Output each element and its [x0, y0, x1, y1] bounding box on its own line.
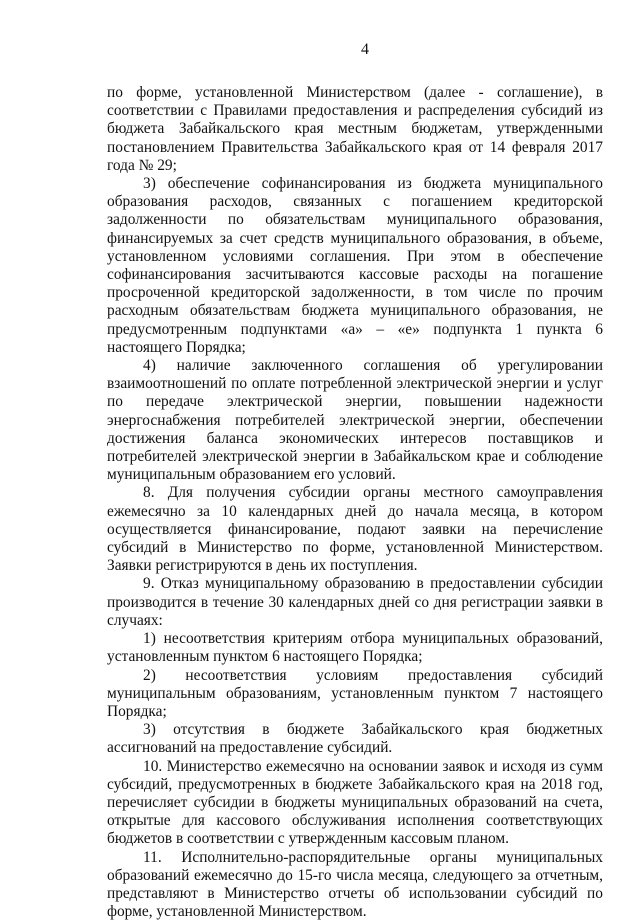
paragraph-refusal-1: 1) несоответствия критериям отбора муниципальных образований, установленным пунктом 6 настоящего Порядка;	[107, 630, 603, 666]
paragraph-clause-8: 8. Для получения субсидии органы местного самоуправления ежемесячно за 10 календарных дней до начала месяца, в котором осуществляется финансирование, подают заявки на перечисление субсидий в Министерство по форме, установленной Министерством. Заявки регистрируются в день их поступления.	[107, 484, 603, 575]
paragraph-clause-10: 10. Министерство ежемесячно на основании заявок и исходя из сумм субсидий, предусмотренных в бюджете Забайкальского края на 2018 год, перечисляет субсидии в бюджеты муниципальных образований на счета, открытые для кассового обслуживания исполнения соответствующих бюджетов в соответствии с утвержденным кассовым планом.	[107, 757, 603, 848]
paragraph-condition-3: 3) обеспечение софинансирования из бюджета муниципального образования расходов, связанных с погашением кредиторской задолженности по обязательствам муниципального образования, финансируемых за счет средств муниципального образования, в объеме, установленном условиями соглашения. При этом в обеспечение софинансирования засчитываются кассовые расходы на погашение просроченной кредиторской задолженности, в том числе по прочим расходным обязательствам бюджета муниципального образования, не предусмотренным подпунктами «а» – «е» подпункта 1 пункта 6 настоящего Порядка;	[107, 175, 603, 356]
paragraph-refusal-2: 2) несоответствия условиям предоставления субсидий муниципальным образованиям, установленным пунктом 7 настоящего Порядка;	[107, 666, 603, 720]
paragraph-continuation: по форме, установленной Министерством (далее - соглашение), в соответствии с Правилами предоставления и распределения субсидий из бюджета Забайкальского края местным бюджетам, утвержденными постановлением Правительства Забайкальского края от 14 февраля 2017 года № 29;	[107, 84, 603, 174]
paragraph-refusal-3: 3) отсутствия в бюджете Забайкальского края бюджетных ассигнований на предоставление субсидий.	[107, 721, 603, 757]
paragraph-condition-4: 4) наличие заключенного соглашения об урегулировании взаимоотношений по оплате потребленной электрической энергии и услуг по передаче электрической энергии, повышении надежности энергоснабжения потребителей электрической энергии, обеспечении достижения баланса экономических интересов поставщиков и потребителей электрической энергии в Забайкальском крае и соблюдение муниципальным образованием его условий.	[107, 357, 603, 484]
paragraph-clause-9: 9. Отказ муниципальному образованию в предоставлении субсидии производится в течение 30 календарных дней со дня регистрации заявки в случаях:	[107, 575, 603, 629]
paragraph-clause-11: 11. Исполнительно-распорядительные органы муниципальных образований ежемесячно до 15-го числа месяца, следующего за отчетным, представляют в Министерство отчеты об использовании субсидий по форме, установленной Министерством.	[107, 848, 603, 921]
page-number: 4	[361, 41, 369, 58]
